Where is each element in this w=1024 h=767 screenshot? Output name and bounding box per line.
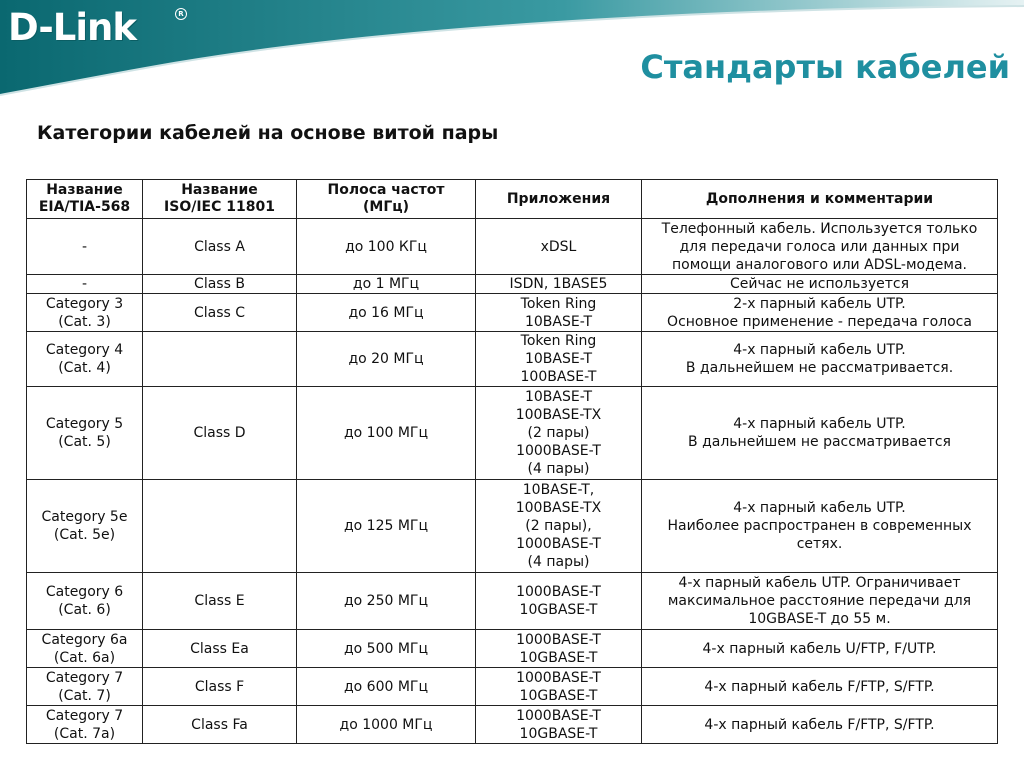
cell-applications: 1000BASE-T 10GBASE-T [476, 573, 642, 630]
cell-applications: Token Ring 10BASE-T [476, 294, 642, 332]
cell-bandwidth: до 500 МГц [297, 630, 476, 668]
cell-iso: Class A [143, 219, 297, 275]
cell-bandwidth: до 100 МГц [297, 387, 476, 480]
page-title: Стандарты кабелей [640, 48, 1010, 86]
cell-applications: 10BASE-T 100BASE-TX (2 пары) 1000BASE-T (4 пары) [476, 387, 642, 480]
table-header-row [27, 180, 998, 219]
cell-iso: Class D [143, 387, 297, 480]
cell-bandwidth: до 1 МГц [297, 275, 476, 294]
cell-iso [143, 480, 297, 573]
cell-comments: 4-х парный кабель UTP. Ограничивает максимальное расстояние передачи для 10GBASE-T до 55 м. [642, 573, 998, 630]
cell-eia: Category 3 (Cat. 3) [27, 294, 143, 332]
cell-applications: 10BASE-T, 100BASE-TX (2 пары), 1000BASE-T (4 пары) [476, 480, 642, 573]
cell-comments: 2-х парный кабель UTP. Основное применение - передача голоса [642, 294, 998, 332]
cell-bandwidth: до 250 МГц [297, 573, 476, 630]
cell-eia: Category 5e (Cat. 5e) [27, 480, 143, 573]
header-bandwidth: Полоса частот (МГц) [297, 180, 476, 219]
cell-iso: Class B [143, 275, 297, 294]
cell-comments: 4-х парный кабель F/FTP, S/FTP. [642, 668, 998, 706]
cell-comments: 4-х парный кабель UTP. В дальнейшем не рассматривается. [642, 332, 998, 387]
cell-eia: Category 7 (Cat. 7) [27, 668, 143, 706]
cell-eia: Category 6 (Cat. 6) [27, 573, 143, 630]
table-row [27, 219, 998, 275]
cell-comments: 4-х парный кабель UTP. В дальнейшем не рассматривается [642, 387, 998, 480]
cell-comments: Сейчас не используется [642, 275, 998, 294]
dlink-logo: D-Link [8, 6, 136, 49]
cell-eia: Category 4 (Cat. 4) [27, 332, 143, 387]
cell-eia: Category 5 (Cat. 5) [27, 387, 143, 480]
cell-comments: 4-х парный кабель F/FTP, S/FTP. [642, 706, 998, 744]
table-row [27, 706, 998, 744]
cell-iso [143, 332, 297, 387]
cell-iso: Class E [143, 573, 297, 630]
cell-applications: xDSL [476, 219, 642, 275]
cell-bandwidth: до 125 МГц [297, 480, 476, 573]
header-eia: Название EIA/TIA-568 [27, 180, 143, 219]
registered-mark-icon: R [175, 8, 187, 20]
cell-eia: Category 7 (Cat. 7a) [27, 706, 143, 744]
table-row [27, 668, 998, 706]
cell-applications: 1000BASE-T 10GBASE-T [476, 706, 642, 744]
cell-bandwidth: до 600 МГц [297, 668, 476, 706]
header-comments: Дополнения и комментарии [642, 180, 998, 219]
cell-applications: ISDN, 1BASE5 [476, 275, 642, 294]
cell-eia: - [27, 275, 143, 294]
cell-eia: - [27, 219, 143, 275]
cell-iso: Class C [143, 294, 297, 332]
cell-comments: Телефонный кабель. Используется только для передачи голоса или данных при помощи аналогового или ADSL-модема. [642, 219, 998, 275]
cell-iso: Class F [143, 668, 297, 706]
cell-bandwidth: до 1000 МГц [297, 706, 476, 744]
table-row [27, 573, 998, 630]
table-row [27, 480, 998, 573]
cell-bandwidth: до 100 КГц [297, 219, 476, 275]
cable-standards-table [26, 179, 998, 744]
table-row [27, 387, 998, 480]
cell-eia: Category 6a (Cat. 6a) [27, 630, 143, 668]
cell-bandwidth: до 20 МГц [297, 332, 476, 387]
cell-applications: 1000BASE-T 10GBASE-T [476, 630, 642, 668]
cell-comments: 4-х парный кабель UTP. Наиболее распространен в современных сетях. [642, 480, 998, 573]
cell-bandwidth: до 16 МГц [297, 294, 476, 332]
table-row [27, 630, 998, 668]
table-row [27, 332, 998, 387]
header-applications: Приложения [476, 180, 642, 219]
table-row [27, 275, 998, 294]
cell-iso: Class Ea [143, 630, 297, 668]
cell-applications: 1000BASE-T 10GBASE-T [476, 668, 642, 706]
cell-iso: Class Fa [143, 706, 297, 744]
table-row [27, 294, 998, 332]
header-iso: Название ISO/IEC 11801 [143, 180, 297, 219]
cell-comments: 4-х парный кабель U/FTP, F/UTP. [642, 630, 998, 668]
cell-applications: Token Ring 10BASE-T 100BASE-T [476, 332, 642, 387]
page-subtitle: Категории кабелей на основе витой пары [37, 122, 499, 144]
